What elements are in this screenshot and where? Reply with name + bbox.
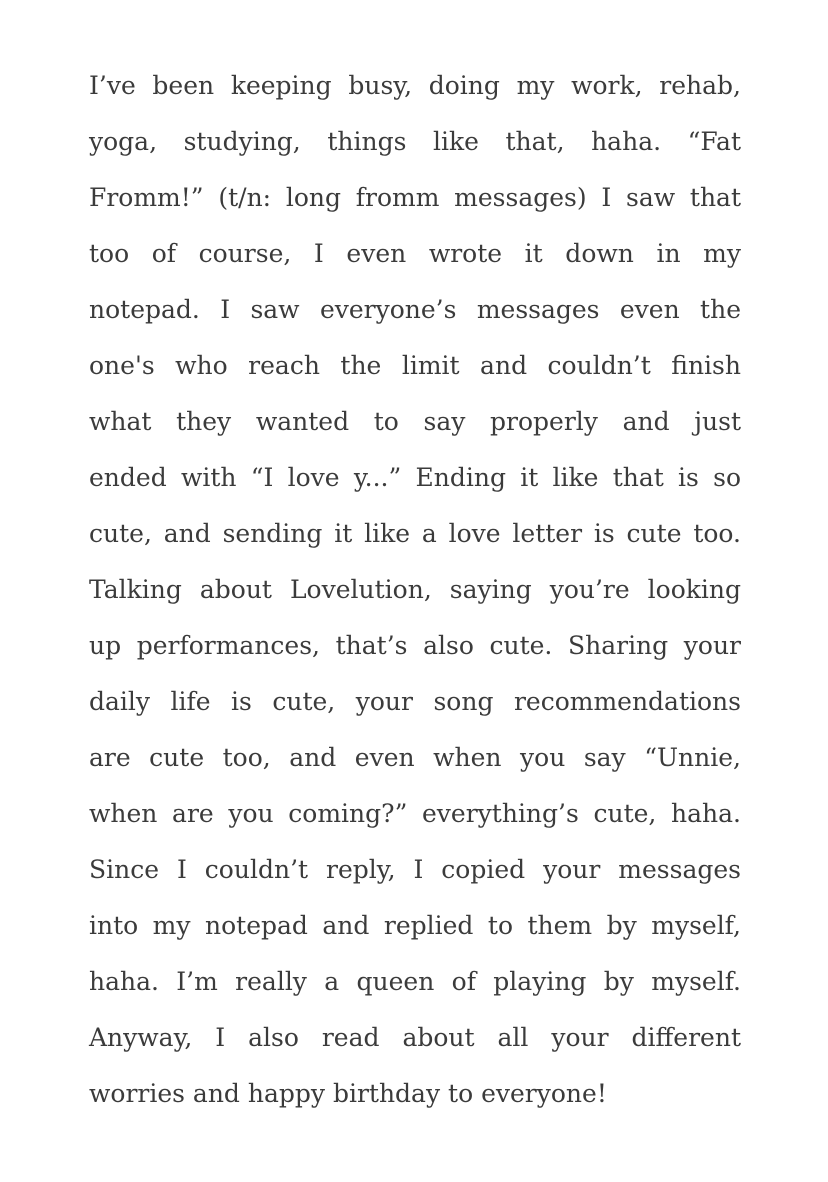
text-line: yoga, studying, things like that, haha. “Fat [89,127,741,156]
text-line: cute, and sending it like a love letter is cute too. [89,519,741,548]
text-line: what they wanted to say properly and just [89,407,741,436]
text-line: Talking about Lovelution, saying you’re looking [89,575,741,604]
text-line: when are you coming?” everything’s cute, haha. [89,799,741,828]
text-line: too of course, I even wrote it down in my [89,239,741,268]
text-line: haha. I’m really a queen of playing by myself. [89,967,741,996]
text-line: notepad. I saw everyone’s messages even the [89,295,741,324]
text-line: Anyway, I also read about all your different [89,1023,741,1052]
text-line: daily life is cute, your song recommendations [89,687,741,716]
text-line: worries and happy birthday to everyone! [89,1079,607,1108]
text-line: one's who reach the limit and couldn’t finish [89,351,741,380]
text-line: up performances, that’s also cute. Sharing your [89,631,741,660]
letter-paragraph [89,58,741,1122]
text-line: ended with “I love y...” Ending it like that is so [89,463,741,492]
text-line: I’ve been keeping busy, doing my work, rehab, [89,71,741,100]
text-line: into my notepad and replied to them by myself, [89,911,741,940]
text-line: Fromm!” (t/n: long fromm messages) I saw that [89,183,741,212]
text-line: Since I couldn’t reply, I copied your messages [89,855,741,884]
text-line: are cute too, and even when you say “Unnie, [89,743,741,772]
